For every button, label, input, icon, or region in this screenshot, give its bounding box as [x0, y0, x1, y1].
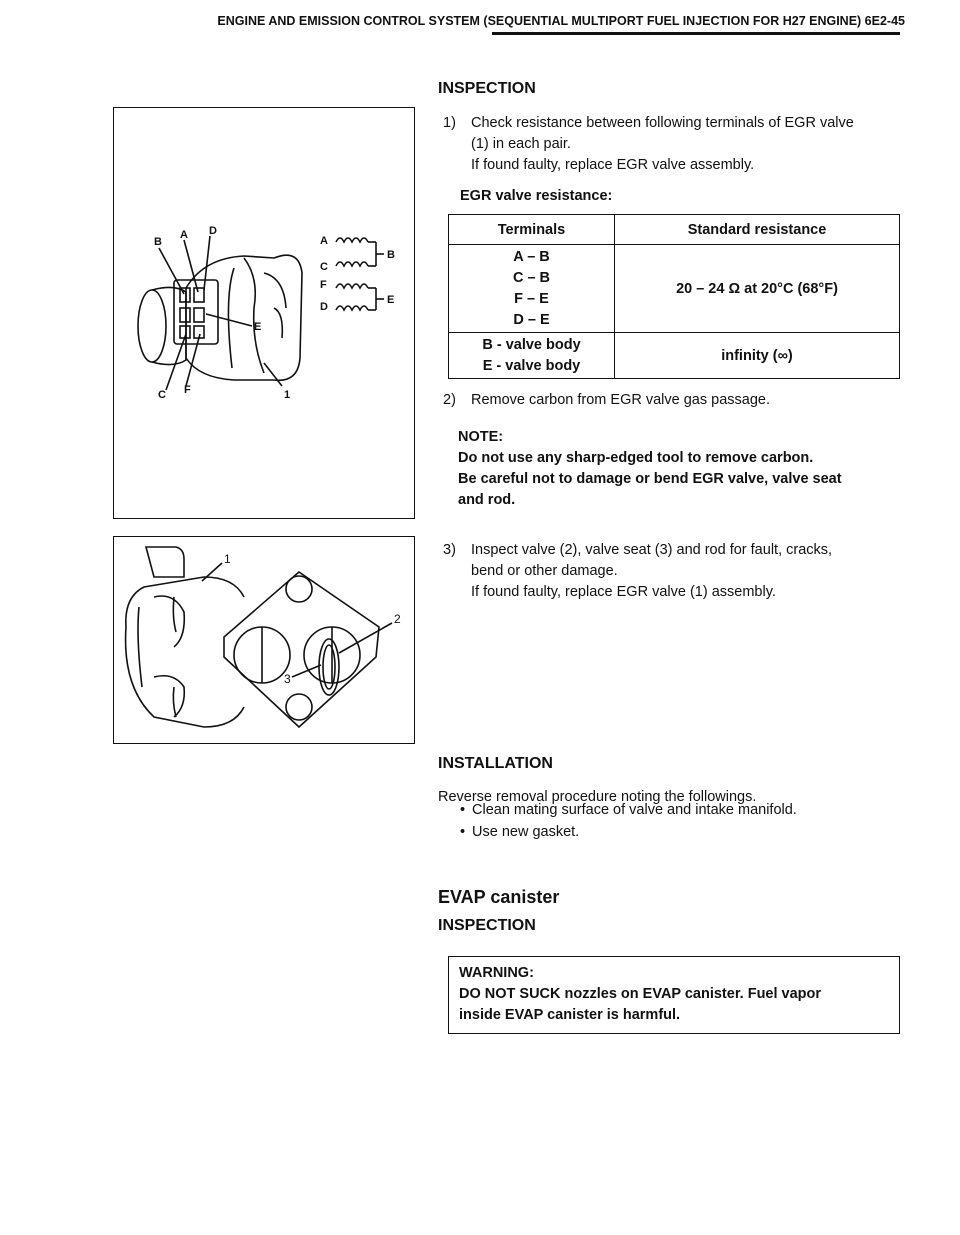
fig1-label-a: A: [180, 229, 188, 241]
terminal-pair: E - valve body: [482, 357, 581, 374]
table-header-resistance: Standard resistance: [615, 215, 900, 245]
egr-step-3: [438, 540, 900, 603]
step-number: 2): [443, 392, 456, 408]
fig1-label-d: D: [209, 225, 217, 237]
fig1-label-c: C: [158, 389, 166, 401]
step-3-line-3: If found faulty, replace EGR valve (1) assembly.: [471, 584, 776, 600]
egr-resistance-label: EGR valve resistance:: [460, 188, 613, 204]
table-header-terminals: Terminals: [449, 215, 615, 245]
fig1-coil-b: B: [387, 249, 395, 261]
note-line: and rod.: [458, 492, 516, 508]
step-number: 3): [443, 542, 456, 558]
fig1-coil-a: A: [320, 235, 328, 247]
terminal-pair: F – E: [514, 290, 549, 307]
terminal-pair: C – B: [512, 269, 551, 286]
step-1-line-3: If found faulty, replace EGR valve assembly.: [471, 157, 755, 173]
step-2-line-1: Remove carbon from EGR valve gas passage.: [471, 392, 770, 408]
fig1-label-b: B: [154, 236, 162, 248]
note-box: [448, 421, 900, 517]
installation-bullets: [460, 799, 797, 843]
warning-line: inside EVAP canister is harmful.: [459, 1007, 681, 1023]
warning-title: WARNING:: [459, 965, 534, 981]
note-line: Do not use any sharp-edged tool to remove carbon.: [458, 450, 814, 466]
table-row: [449, 333, 900, 379]
installation-intro: Reverse removal procedure noting the followings.: [438, 789, 757, 805]
terminal-pair: B - valve body: [482, 336, 581, 353]
egr-terminal-drawing: [114, 108, 414, 518]
fig1-label-1: 1: [284, 389, 291, 401]
fig1-coil-d: D: [320, 301, 328, 313]
note-line: Be careful not to damage or bend EGR valve, valve seat: [458, 471, 842, 487]
egr-inspection-heading: INSPECTION: [438, 80, 536, 97]
resistance-value: 20 – 24 Ω at 20°C (68°F): [615, 245, 900, 333]
egr-resistance-table: [448, 214, 900, 379]
step-1-line-2: (1) in each pair.: [471, 136, 571, 152]
egr-step-1: [438, 113, 900, 176]
resistance-value: infinity (∞): [615, 333, 900, 379]
step-3-line-2: bend or other damage.: [471, 563, 618, 579]
header-rule: [492, 32, 900, 35]
fig1-label-f: F: [184, 384, 191, 396]
egr-valve-seat-drawing: [114, 537, 414, 743]
note-title: NOTE:: [458, 429, 504, 445]
fig2-label-2: 2: [394, 612, 401, 626]
fig1-coil-f: F: [320, 279, 327, 291]
egr-valve-seat-figure: [113, 536, 415, 744]
terminal-pair: D – E: [513, 311, 550, 328]
list-item: • Use new gasket.: [460, 821, 797, 843]
fig1-coil-e: E: [387, 294, 395, 306]
table-row: [449, 245, 900, 333]
fig1-coil-c: C: [320, 261, 328, 273]
page-header: ENGINE AND EMISSION CONTROL SYSTEM (SEQUENTIAL MULTIPORT FUEL INJECTION FOR H27 ENGINE) 6E2-45: [217, 14, 905, 28]
evap-inspection-heading: INSPECTION: [438, 917, 536, 934]
list-item: • Clean mating surface of valve and intake manifold.: [460, 799, 797, 821]
step-number: 1): [443, 115, 456, 131]
terminal-pair: A – B: [513, 248, 550, 265]
installation-heading: INSTALLATION: [438, 755, 553, 772]
evap-heading: EVAP canister: [438, 887, 560, 907]
egr-terminal-figure: [113, 107, 415, 519]
fig2-label-1: 1: [224, 552, 231, 566]
warning-line: DO NOT SUCK nozzles on EVAP canister. Fuel vapor: [459, 986, 822, 1002]
egr-step-2: [438, 390, 900, 411]
warning-box: [448, 956, 900, 1034]
step-3-line-1: Inspect valve (2), valve seat (3) and rod for fault, cracks,: [471, 542, 833, 558]
fig2-label-3: 3: [284, 672, 291, 686]
fig1-label-e: E: [254, 321, 262, 333]
step-1-line-1: Check resistance between following terminals of EGR valve: [471, 115, 854, 131]
